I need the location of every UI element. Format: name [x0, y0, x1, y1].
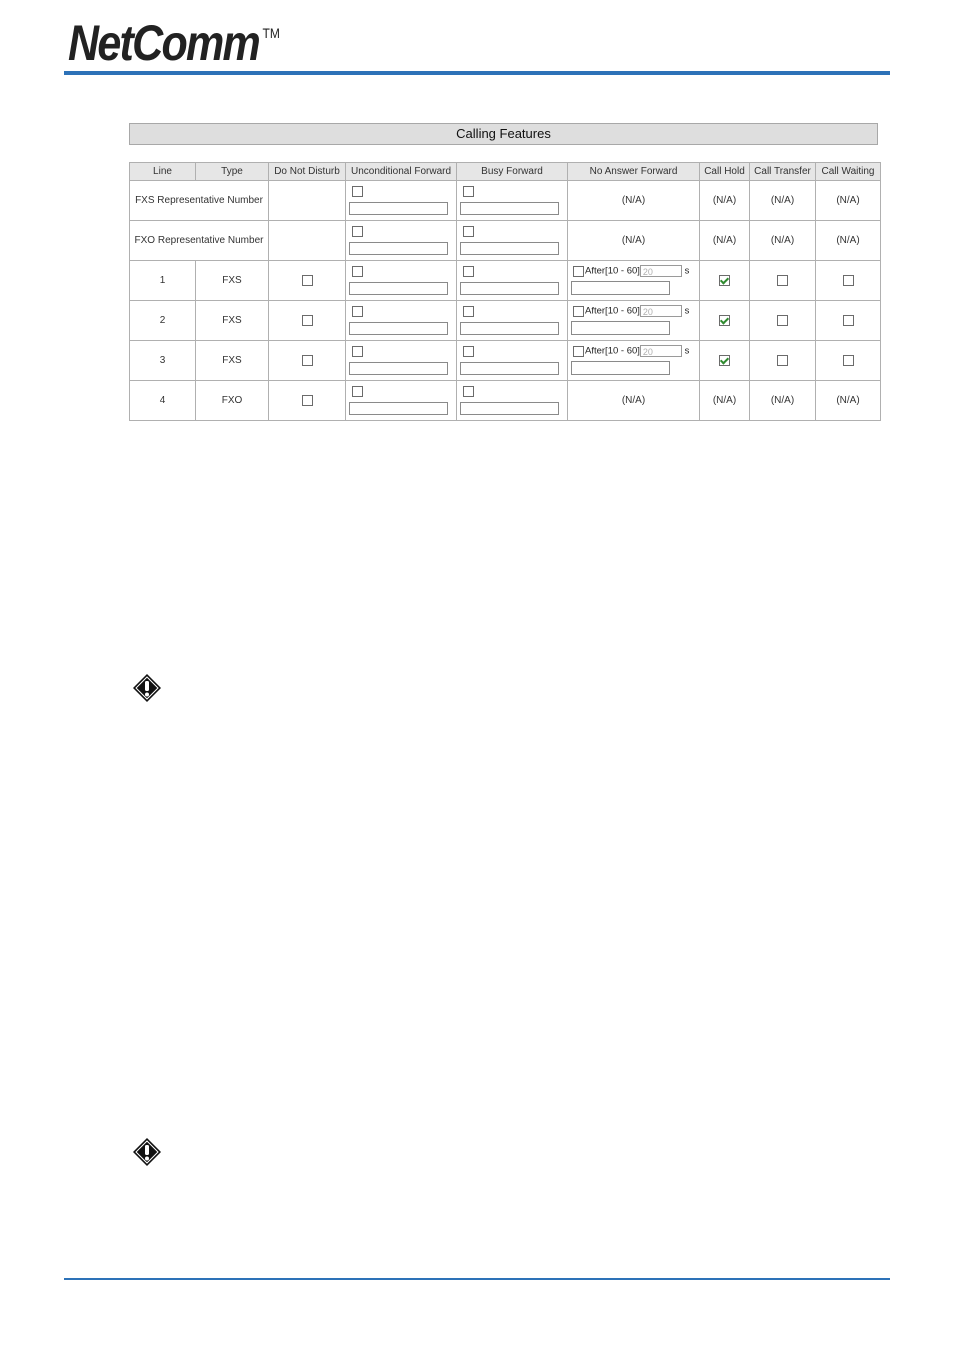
calling-features-title: Calling Features — [129, 123, 878, 145]
busy-forward-input[interactable] — [460, 322, 559, 335]
table-row — [130, 301, 881, 341]
header-call-transfer: Call Transfer — [750, 163, 816, 181]
unconditional-forward-input[interactable] — [349, 242, 448, 255]
busy-forward-input[interactable] — [460, 202, 559, 215]
no-answer-forward-cell — [568, 301, 700, 341]
call-transfer-checkbox[interactable] — [777, 315, 788, 326]
unconditional-forward-cell — [346, 381, 457, 421]
do-not-disturb-checkbox[interactable] — [302, 315, 313, 326]
after-range-label: After[10 - 60] — [585, 345, 640, 357]
header-type: Type — [196, 163, 269, 181]
seconds-unit: s — [684, 305, 690, 317]
unconditional-forward-cell — [346, 181, 457, 221]
busy-forward-checkbox[interactable] — [463, 226, 474, 237]
unconditional-forward-cell — [346, 301, 457, 341]
seconds-unit: s — [684, 345, 690, 357]
call-hold-checkbox[interactable] — [719, 315, 730, 326]
header-rule — [64, 71, 890, 75]
line-number: 4 — [130, 381, 196, 421]
header-line: Line — [130, 163, 196, 181]
unconditional-forward-checkbox[interactable] — [352, 186, 363, 197]
table-row — [130, 261, 881, 301]
unconditional-forward-input[interactable] — [349, 362, 448, 375]
after-range-label: After[10 - 60] — [585, 265, 640, 277]
header-do-not-disturb: Do Not Disturb — [269, 163, 346, 181]
busy-forward-cell — [457, 341, 568, 381]
header-call-hold: Call Hold — [700, 163, 750, 181]
row-label: FXO Representative Number — [130, 221, 269, 261]
trademark-mark: TM — [262, 25, 280, 41]
calling-features-table — [129, 162, 881, 421]
call-transfer-cell — [750, 261, 816, 301]
dnd-cell — [269, 301, 346, 341]
call-transfer-checkbox[interactable] — [777, 275, 788, 286]
call-hold-na: (N/A) — [700, 381, 750, 421]
call-waiting-na: (N/A) — [816, 221, 881, 261]
warning-diamond-icon — [133, 1138, 161, 1166]
busy-forward-input[interactable] — [460, 402, 559, 415]
call-waiting-cell — [816, 341, 881, 381]
call-hold-cell — [700, 261, 750, 301]
busy-forward-checkbox[interactable] — [463, 386, 474, 397]
call-waiting-checkbox[interactable] — [843, 315, 854, 326]
header-call-waiting: Call Waiting — [816, 163, 881, 181]
unconditional-forward-cell — [346, 261, 457, 301]
busy-forward-checkbox[interactable] — [463, 346, 474, 357]
dnd-cell — [269, 341, 346, 381]
no-answer-na: (N/A) — [568, 381, 700, 421]
line-type: FXS — [196, 341, 269, 381]
seconds-unit: s — [684, 265, 690, 277]
line-type: FXS — [196, 301, 269, 341]
call-waiting-cell — [816, 261, 881, 301]
busy-forward-input[interactable] — [460, 282, 559, 295]
call-waiting-cell — [816, 301, 881, 341]
netcomm-logo: NetComm ™ — [68, 15, 280, 71]
line-number: 2 — [130, 301, 196, 341]
call-waiting-na: (N/A) — [816, 181, 881, 221]
no-answer-forward-checkbox[interactable] — [573, 306, 584, 317]
call-hold-cell — [700, 301, 750, 341]
no-answer-forward-cell — [568, 261, 700, 301]
no-answer-forward-input[interactable] — [571, 321, 670, 335]
call-hold-na: (N/A) — [700, 221, 750, 261]
header-unconditional-forward: Unconditional Forward — [346, 163, 457, 181]
table-row — [130, 381, 881, 421]
call-transfer-na: (N/A) — [750, 221, 816, 261]
call-hold-checkbox[interactable] — [719, 355, 730, 366]
call-hold-checkbox[interactable] — [719, 275, 730, 286]
call-hold-cell — [700, 341, 750, 381]
after-range-label: After[10 - 60] — [585, 305, 640, 317]
no-answer-seconds-input[interactable]: 20 — [640, 305, 682, 317]
unconditional-forward-input[interactable] — [349, 282, 448, 295]
no-answer-forward-input[interactable] — [571, 281, 670, 295]
unconditional-forward-checkbox[interactable] — [352, 266, 363, 277]
busy-forward-cell — [457, 261, 568, 301]
no-answer-forward-input[interactable] — [571, 361, 670, 375]
do-not-disturb-checkbox[interactable] — [302, 355, 313, 366]
do-not-disturb-checkbox[interactable] — [302, 275, 313, 286]
unconditional-forward-checkbox[interactable] — [352, 306, 363, 317]
call-transfer-cell — [750, 301, 816, 341]
footer-rule — [64, 1278, 890, 1280]
unconditional-forward-checkbox[interactable] — [352, 386, 363, 397]
busy-forward-input[interactable] — [460, 362, 559, 375]
busy-forward-checkbox[interactable] — [463, 186, 474, 197]
no-answer-seconds-input[interactable]: 20 — [640, 345, 682, 357]
unconditional-forward-input[interactable] — [349, 402, 448, 415]
no-answer-forward-checkbox[interactable] — [573, 266, 584, 277]
call-waiting-na: (N/A) — [816, 381, 881, 421]
busy-forward-input[interactable] — [460, 242, 559, 255]
unconditional-forward-cell — [346, 221, 457, 261]
dnd-cell-empty — [269, 181, 346, 221]
busy-forward-cell — [457, 301, 568, 341]
table-header-row — [130, 163, 881, 181]
call-transfer-checkbox[interactable] — [777, 355, 788, 366]
unconditional-forward-cell — [346, 341, 457, 381]
line-type: FXS — [196, 261, 269, 301]
busy-forward-checkbox[interactable] — [463, 306, 474, 317]
call-waiting-checkbox[interactable] — [843, 355, 854, 366]
line-type: FXO — [196, 381, 269, 421]
table-row — [130, 221, 881, 261]
no-answer-forward-cell — [568, 341, 700, 381]
line-number: 1 — [130, 261, 196, 301]
no-answer-seconds-input[interactable]: 20 — [640, 265, 682, 277]
unconditional-forward-input[interactable] — [349, 202, 448, 215]
row-label: FXS Representative Number — [130, 181, 269, 221]
header-busy-forward: Busy Forward — [457, 163, 568, 181]
call-transfer-cell — [750, 341, 816, 381]
no-answer-forward-checkbox[interactable] — [573, 346, 584, 357]
unconditional-forward-input[interactable] — [349, 322, 448, 335]
dnd-cell — [269, 381, 346, 421]
header-no-answer-forward: No Answer Forward — [568, 163, 700, 181]
table-row — [130, 341, 881, 381]
table-row — [130, 181, 881, 221]
busy-forward-cell — [457, 181, 568, 221]
dnd-cell-empty — [269, 221, 346, 261]
no-answer-na: (N/A) — [568, 221, 700, 261]
no-answer-na: (N/A) — [568, 181, 700, 221]
busy-forward-checkbox[interactable] — [463, 266, 474, 277]
call-transfer-na: (N/A) — [750, 181, 816, 221]
busy-forward-cell — [457, 221, 568, 261]
call-transfer-na: (N/A) — [750, 381, 816, 421]
line-number: 3 — [130, 341, 196, 381]
unconditional-forward-checkbox[interactable] — [352, 226, 363, 237]
call-waiting-checkbox[interactable] — [843, 275, 854, 286]
call-hold-na: (N/A) — [700, 181, 750, 221]
busy-forward-cell — [457, 381, 568, 421]
do-not-disturb-checkbox[interactable] — [302, 395, 313, 406]
dnd-cell — [269, 261, 346, 301]
unconditional-forward-checkbox[interactable] — [352, 346, 363, 357]
warning-diamond-icon — [133, 674, 161, 702]
